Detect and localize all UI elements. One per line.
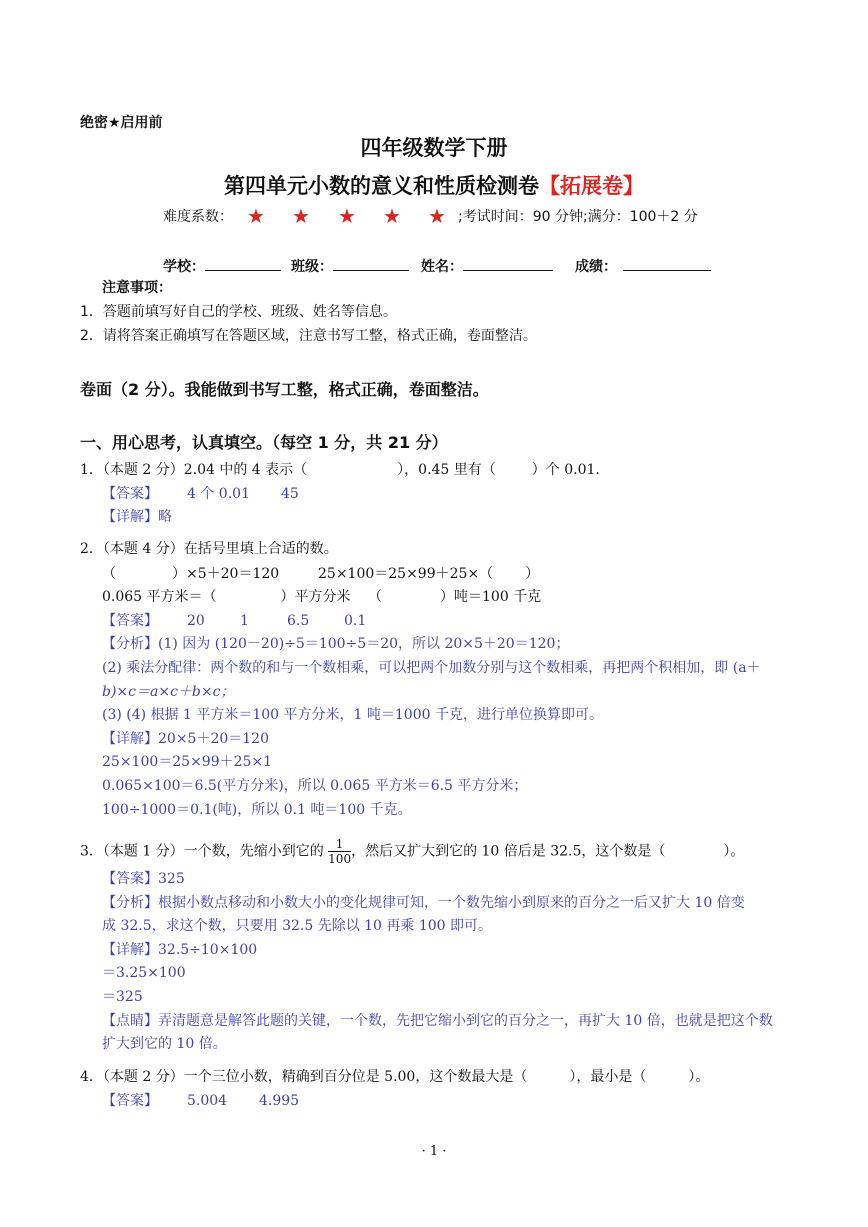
q2-analysis: (2) 乘法分配律：两个数的和与一个数相乘，可以把两个加数分别与这个数相乘，再把两个积相加，即 (a＋ [102, 660, 761, 676]
q3-text: 3．（本题 1 分）一个数，先缩小到它的 [80, 843, 324, 860]
score-label: 成绩： [575, 259, 617, 275]
q2-text: ）吨＝100 千克 [440, 589, 542, 605]
class-blank[interactable] [333, 256, 409, 271]
q2-text: 25×100＝25×99＋25×（ [318, 566, 494, 582]
q3-analysis: 成 32.5，求这个数，只要用 32.5 先除以 10 再乘 100 即可。 [102, 918, 493, 934]
q3-tip: 扩大到它的 10 倍。 [102, 1036, 227, 1052]
class-field [291, 256, 409, 277]
notice-item: 2．请将答案正确填写在答题区域，注意书写工整，格式正确，卷面整洁。 [80, 328, 537, 344]
star-icon: ★ [292, 204, 310, 228]
star-icon: ★ [338, 204, 356, 228]
q3-text: ，然后又扩大到它的 10 倍后是 32.5，这个数是（ [351, 843, 666, 860]
q3-detail: ＝3.25×100 [102, 965, 186, 981]
star-icon: ★ [383, 204, 401, 228]
q2-text: （ [102, 566, 116, 582]
q2-answer-label: 【答案】 [102, 613, 158, 629]
q3-answer: 【答案】325 [102, 871, 185, 887]
exam-info: ;考试时间：90 分钟;满分：100＋2 分 [458, 209, 698, 225]
star-icon: ★ [428, 204, 446, 228]
q2-text: ）×5＋20＝120 [172, 566, 280, 582]
q4-answer-label: 【答案】 [102, 1093, 158, 1109]
class-label: 班级： [291, 259, 333, 275]
q2-detail: 0.065×100＝6.5(平方分米)，所以 0.065 平方米＝6.5 平方分米； [102, 778, 528, 794]
question-1 [80, 460, 600, 480]
score-field [575, 256, 711, 277]
q3-detail: ＝325 [102, 989, 143, 1005]
q4-answer: 5.004 [187, 1093, 228, 1109]
school-field [163, 256, 281, 277]
q4-text: ）。 [688, 1069, 710, 1085]
q3-tip: 【点睛】弄清题意是解答此题的关键，一个数，先把它缩小到它的百分之一，再扩大 10 倍，也就是把这个数 [102, 1013, 773, 1029]
q2-text: （ [368, 589, 382, 605]
notice-heading: 注意事项： [102, 280, 172, 296]
q1-answer: 4 个 0.01 [187, 486, 250, 502]
q2-detail: 【详解】20×5＋20＝120 [102, 731, 269, 747]
q4-text: 4．（本题 2 分）一个三位小数，精确到百分位是 5.00，这个数最大是（ [80, 1069, 528, 1085]
star-icon: ★ [247, 204, 265, 228]
q2-analysis: (3) (4) 根据 1 平方米＝100 平方分米，1 吨＝1000 千克，进行单位换算即可。 [102, 707, 603, 723]
fraction [328, 837, 351, 866]
q4-answer: 4.995 [259, 1093, 300, 1109]
page-subtitle [0, 170, 868, 200]
q3-detail: 【详解】32.5÷10×100 [102, 942, 258, 958]
q3-text: ）。 [723, 843, 745, 860]
q2-answer: 6.5 [287, 613, 310, 629]
q2-answer: 1 [240, 613, 249, 629]
name-field [421, 256, 553, 277]
school-label: 学校： [163, 259, 205, 275]
confidential-mark: 绝密★启用前 [80, 115, 163, 131]
name-label: 姓名： [421, 259, 463, 275]
q2-line-1a [102, 564, 279, 584]
notice-item: 1．答题前填写好自己的学校、班级、姓名等信息。 [80, 304, 397, 320]
question-3 [80, 837, 744, 866]
q1-detail: 【详解】略 [102, 509, 172, 525]
q2-line-1b [318, 564, 539, 584]
difficulty-label: 难度系数： [163, 209, 233, 225]
name-blank[interactable] [463, 256, 553, 271]
question-2: 2．（本题 4 分）在括号里填上合适的数。 [80, 541, 338, 557]
q2-line-2b [368, 587, 541, 607]
q2-detail: 100÷1000＝0.1(吨)，所以 0.1 吨＝100 千克。 [102, 802, 412, 818]
section-heading: 一、用心思考，认真填空。（每空 1 分，共 21 分） [80, 433, 448, 452]
q2-analysis: b)×c＝a×c＋b×c； [102, 684, 235, 700]
q2-analysis: 【分析】(1) 因为 (120－20)÷5＝100÷5＝20，所以 20×5＋20＝120； [102, 636, 570, 652]
q1-answer-label: 【答案】 [102, 486, 158, 502]
question-4 [80, 1067, 709, 1087]
q2-text: ） [525, 566, 540, 582]
q2-text: 0.065 平方米＝（ [102, 589, 217, 605]
subtitle-tag: 【拓展卷】 [539, 174, 644, 198]
subtitle-main: 第四单元小数的意义和性质检测卷 [224, 174, 539, 198]
q4-text: ），最小是（ [569, 1069, 647, 1085]
q2-line-2a [102, 587, 351, 607]
school-blank[interactable] [205, 256, 281, 271]
page-title: 四年级数学下册 [360, 136, 508, 160]
q2-detail: 25×100＝25×99＋25×1 [102, 754, 273, 770]
neatness-note: 卷面（2 分）。我能做到书写工整，格式正确，卷面整洁。 [80, 380, 489, 399]
q1-text: ）个 0.01. [531, 462, 600, 478]
q3-analysis: 【分析】根据小数点移动和小数大小的变化规律可知，一个数先缩小到原来的百分之一后又扩大 10 倍变 [102, 895, 745, 911]
q2-answer: 20 [187, 613, 205, 629]
page-number: · 1 · [421, 1144, 447, 1159]
q2-answer: 0.1 [344, 613, 367, 629]
q1-text: 1．（本题 2 分）2.04 中的 4 表示（ [80, 462, 308, 478]
q2-text: ）平方分米 [280, 589, 351, 605]
score-blank[interactable] [623, 256, 711, 271]
q1-text: ），0.45 里有（ [397, 462, 496, 478]
q1-answer: 45 [281, 486, 299, 502]
fraction-numerator: 1 [328, 837, 351, 852]
fraction-denominator: 100 [328, 852, 352, 866]
